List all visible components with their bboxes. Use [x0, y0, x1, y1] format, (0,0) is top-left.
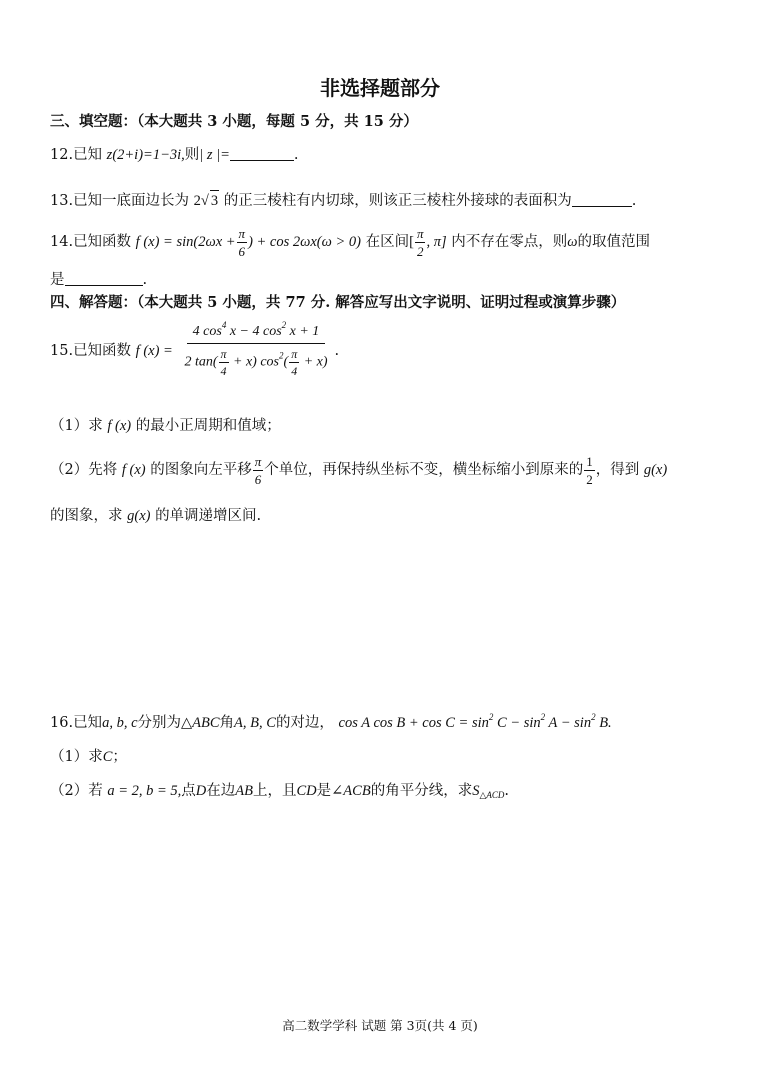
q15-p2-fraction-pi-6: $\frac{\pi}{6}$ — [254, 453, 262, 487]
q16-p2-text-c: 上，且 — [253, 783, 297, 799]
q12-lead: 已知 — [73, 147, 103, 163]
q14-interval-text: 在区间 — [365, 234, 410, 250]
q15-part-2-line-2 — [50, 506, 261, 526]
q14-omega: ω — [567, 234, 578, 250]
q15-main-fraction — [178, 320, 333, 378]
section-four-heading: 四、解答题：（本大题共 5 小题，共 77 分. 解答应写出文字说明、证明过程或演算步骤） — [50, 294, 626, 311]
page-footer: 高二数学学科 试题 第 3页(共 4 页) — [282, 1018, 478, 1033]
q13-radicand: 3 — [210, 190, 219, 211]
q14-period: . — [142, 272, 148, 288]
q15-number: 15. — [50, 343, 74, 359]
question-16 — [50, 713, 612, 733]
q12-period: . — [293, 147, 299, 163]
q13-coefficient: 2 — [193, 193, 201, 209]
q16-lead: 已知 — [73, 715, 103, 731]
q16-p2-label: （2）若 — [50, 783, 103, 799]
q14-bracket-close: , π] — [426, 234, 447, 250]
q14-tail-2: 的取值范围 — [577, 234, 650, 250]
q14-bracket-open: [ — [409, 234, 414, 250]
fraction-numerator: π — [416, 225, 424, 241]
answer-blank — [572, 192, 632, 207]
q15-p2-fraction-half: $\frac{1}{2}$ — [586, 453, 593, 487]
q13-period: . — [631, 193, 637, 209]
q15-p2-text-a: 的图象向左平移 — [150, 462, 252, 478]
q16-text-c: 的对边， — [275, 715, 334, 731]
q15-numerator: 4 $\cos^4 x - 4$ $\cos^2 x + 1$ — [187, 325, 326, 344]
q16-angles: A, B, C — [234, 715, 276, 731]
fraction-denominator: 6 — [238, 243, 246, 259]
q16-part-2 — [50, 781, 509, 801]
q16-p1-C: C — [102, 749, 113, 765]
q15-p2-text-b: 个单位，再保持纵坐标不变，横坐标缩小到原来的 — [264, 462, 584, 478]
q16-p2-AB: AB — [235, 783, 253, 799]
q16-p2-D: D — [195, 783, 207, 799]
q16-sides: a, b, c — [102, 715, 138, 731]
q12-number: 12. — [50, 147, 74, 163]
q16-p2-subscript: △ACD — [479, 790, 505, 800]
q15-part-2 — [50, 452, 667, 488]
q16-p2-angle: ∠ACB — [331, 783, 371, 799]
q15-period: . — [334, 343, 340, 359]
q13-text-b: 的正三棱柱有内切球，则该正三棱柱外接球的表面积为 — [223, 193, 572, 209]
q15-p1-function: f (x) — [107, 418, 132, 434]
q14-function-b: ) + cos 2ωx(ω > 0) — [248, 234, 361, 250]
q16-p2-text-e: 的角平分线，求 — [370, 783, 473, 799]
q16-p2-text-d: 是 — [316, 783, 332, 799]
q12-equation: z(2+i)=1−3i, — [106, 147, 185, 163]
q15-p1-label: （1）求 — [50, 418, 103, 434]
q16-p1-label: （1）求 — [50, 749, 103, 765]
fraction-numerator: π — [238, 225, 246, 241]
q14-function-a: f (x) = sin(2ωx + — [135, 234, 236, 250]
page-title: 非选择题部分 — [320, 76, 440, 100]
q12-modulus: | z |= — [199, 147, 230, 163]
q15-p2-line2-b: 的单调递增区间. — [155, 508, 262, 524]
q15-p2-text-c: ，得到 — [595, 462, 640, 478]
q14-fraction-pi-6 — [237, 227, 248, 258]
answer-blank — [65, 271, 143, 286]
q16-p2-values: a = 2, b = 5, — [107, 783, 182, 799]
q16-p1-end: ； — [112, 749, 127, 765]
q16-part-1 — [50, 747, 127, 767]
q15-p2-line2-a: 的图象，求 — [50, 508, 123, 524]
question-14-line-2 — [50, 270, 147, 290]
q13-number: 13. — [50, 193, 74, 209]
question-12 — [50, 145, 299, 165]
q15-function-name: f (x) = — [135, 343, 173, 359]
q16-p2-text-a: 点 — [181, 783, 196, 799]
q14-line2-text: 是 — [50, 272, 65, 288]
q15-p2-label: （2）先将 — [50, 462, 118, 478]
q15-denominator: 2 tan( $\frac{\pi}{4}$ + x) $\cos^2$( $\frac{\pi}{4}$ + x) — [184, 347, 328, 378]
q16-p2-S: S — [472, 783, 480, 799]
q16-p2-text-b: 在边 — [206, 783, 236, 799]
fraction-denominator: 2 — [416, 243, 424, 259]
q15-p2-line2-g: g(x) — [127, 508, 151, 524]
q16-equation: cos A $\cos B + \cos C = \sin^2 C - \sin^2 A - \sin^2 B$. — [338, 712, 612, 731]
q15-lead: 已知函数 — [73, 343, 132, 359]
q12-then: 则 — [184, 147, 200, 163]
q16-triangle: △ABC — [181, 715, 220, 731]
question-13: 13.已知一底面边长为 2√ 3 的正三棱柱有内切球，则该正三棱柱外接球的表面积为 . — [50, 190, 636, 211]
q15-p2-g: g(x) — [643, 462, 668, 478]
question-14 — [50, 225, 650, 259]
q16-p2-end: . — [504, 783, 509, 799]
answer-blank — [230, 146, 294, 161]
section-three-heading: 三、填空题：（本大题共 3 小题，每题 5 分，共 15 分） — [50, 113, 418, 130]
q16-text-b: 角 — [219, 715, 235, 731]
q14-number: 14. — [50, 234, 74, 250]
q16-text-a: 分别为 — [137, 715, 181, 731]
q16-number: 16. — [50, 715, 74, 731]
q15-p2-function: f (x) — [121, 462, 146, 478]
q14-tail: 内不存在零点，则 — [451, 234, 568, 250]
q14-fraction-pi-2 — [415, 227, 426, 258]
q15-p1-text: 的最小正周期和值域； — [135, 418, 281, 434]
q14-lead: 已知函数 — [73, 234, 132, 250]
q16-p2-CD: CD — [296, 783, 317, 799]
q13-text-a: 已知一底面边长为 — [73, 193, 190, 209]
question-15 — [50, 320, 340, 378]
q15-part-1 — [50, 416, 281, 436]
